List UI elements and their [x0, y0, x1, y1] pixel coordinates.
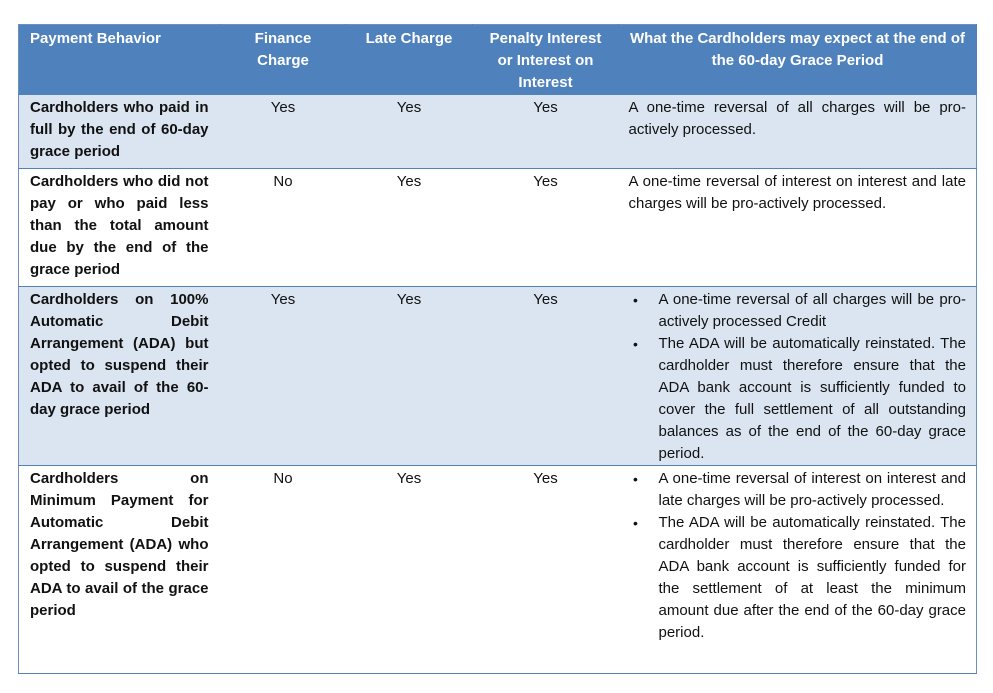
behavior-cell: Cardholders who paid in full by the end of 60-day grace period	[19, 95, 221, 169]
list-item	[629, 333, 967, 465]
expectation-cell	[619, 466, 977, 674]
late-charge-cell: Yes	[346, 466, 473, 674]
bullet-icon: •	[633, 292, 638, 308]
header-penalty-interest: Penalty Interest or Interest on Interest	[473, 25, 619, 95]
expectation-cell: A one-time reversal of all charges will be pro-actively processed.	[619, 95, 977, 169]
list-item	[629, 468, 967, 512]
table-row	[19, 287, 977, 466]
penalty-interest-cell: Yes	[473, 466, 619, 674]
behavior-cell: Cardholders on 100% Automatic Debit Arrangement (ADA) but opted to suspend their ADA to avail of the 60-day grace period	[19, 287, 221, 466]
header-finance-charge: Finance Charge	[221, 25, 346, 95]
bullet-icon: •	[633, 471, 638, 487]
table-body	[19, 95, 977, 674]
table-row	[19, 95, 977, 169]
late-charge-cell: Yes	[346, 95, 473, 169]
grace-period-table	[18, 24, 977, 674]
header-row	[19, 25, 977, 95]
expectation-cell	[619, 287, 977, 466]
header-late-charge: Late Charge	[346, 25, 473, 95]
behavior-cell: Cardholders on Minimum Payment for Automatic Debit Arrangement (ADA) who opted to suspend their ADA to avail of the grace period	[19, 466, 221, 674]
bullet-icon: •	[633, 515, 638, 531]
finance-charge-cell: No	[221, 466, 346, 674]
penalty-interest-cell: Yes	[473, 95, 619, 169]
late-charge-cell: Yes	[346, 287, 473, 466]
grace-period-table-container	[18, 24, 976, 674]
table-row	[19, 466, 977, 674]
expectation-list	[629, 468, 967, 644]
list-item	[629, 289, 967, 333]
finance-charge-cell: Yes	[221, 287, 346, 466]
finance-charge-cell: Yes	[221, 95, 346, 169]
behavior-cell: Cardholders who did not pay or who paid less than the total amount due by the end of the grace period	[19, 169, 221, 287]
finance-charge-cell: No	[221, 169, 346, 287]
bullet-icon: •	[633, 336, 638, 352]
list-item-text: The ADA will be automatically reinstated. The cardholder must therefore ensure that the ADA bank account is sufficiently funded to cover the full settlement of all outstanding balances as of the end of the 60-day grace period.	[658, 335, 966, 462]
penalty-interest-cell: Yes	[473, 287, 619, 466]
list-item-text: A one-time reversal of interest on interest and late charges will be pro-actively processed.	[658, 470, 966, 509]
list-item-text: The ADA will be automatically reinstated. The cardholder must therefore ensure that the ADA bank account is sufficiently funded for the settlement of at least the minimum amount due after the end of the 60-day grace period.	[658, 514, 966, 641]
expectation-cell: A one-time reversal of interest on interest and late charges will be pro-actively processed.	[619, 169, 977, 287]
header-expectation: What the Cardholders may expect at the end of the 60-day Grace Period	[619, 25, 977, 95]
expectation-list	[629, 289, 967, 465]
header-payment-behavior: Payment Behavior	[19, 25, 221, 95]
list-item	[629, 512, 967, 644]
penalty-interest-cell: Yes	[473, 169, 619, 287]
late-charge-cell: Yes	[346, 169, 473, 287]
table-row	[19, 169, 977, 287]
list-item-text: A one-time reversal of all charges will be pro-actively processed Credit	[658, 291, 966, 330]
table-header	[19, 25, 977, 95]
